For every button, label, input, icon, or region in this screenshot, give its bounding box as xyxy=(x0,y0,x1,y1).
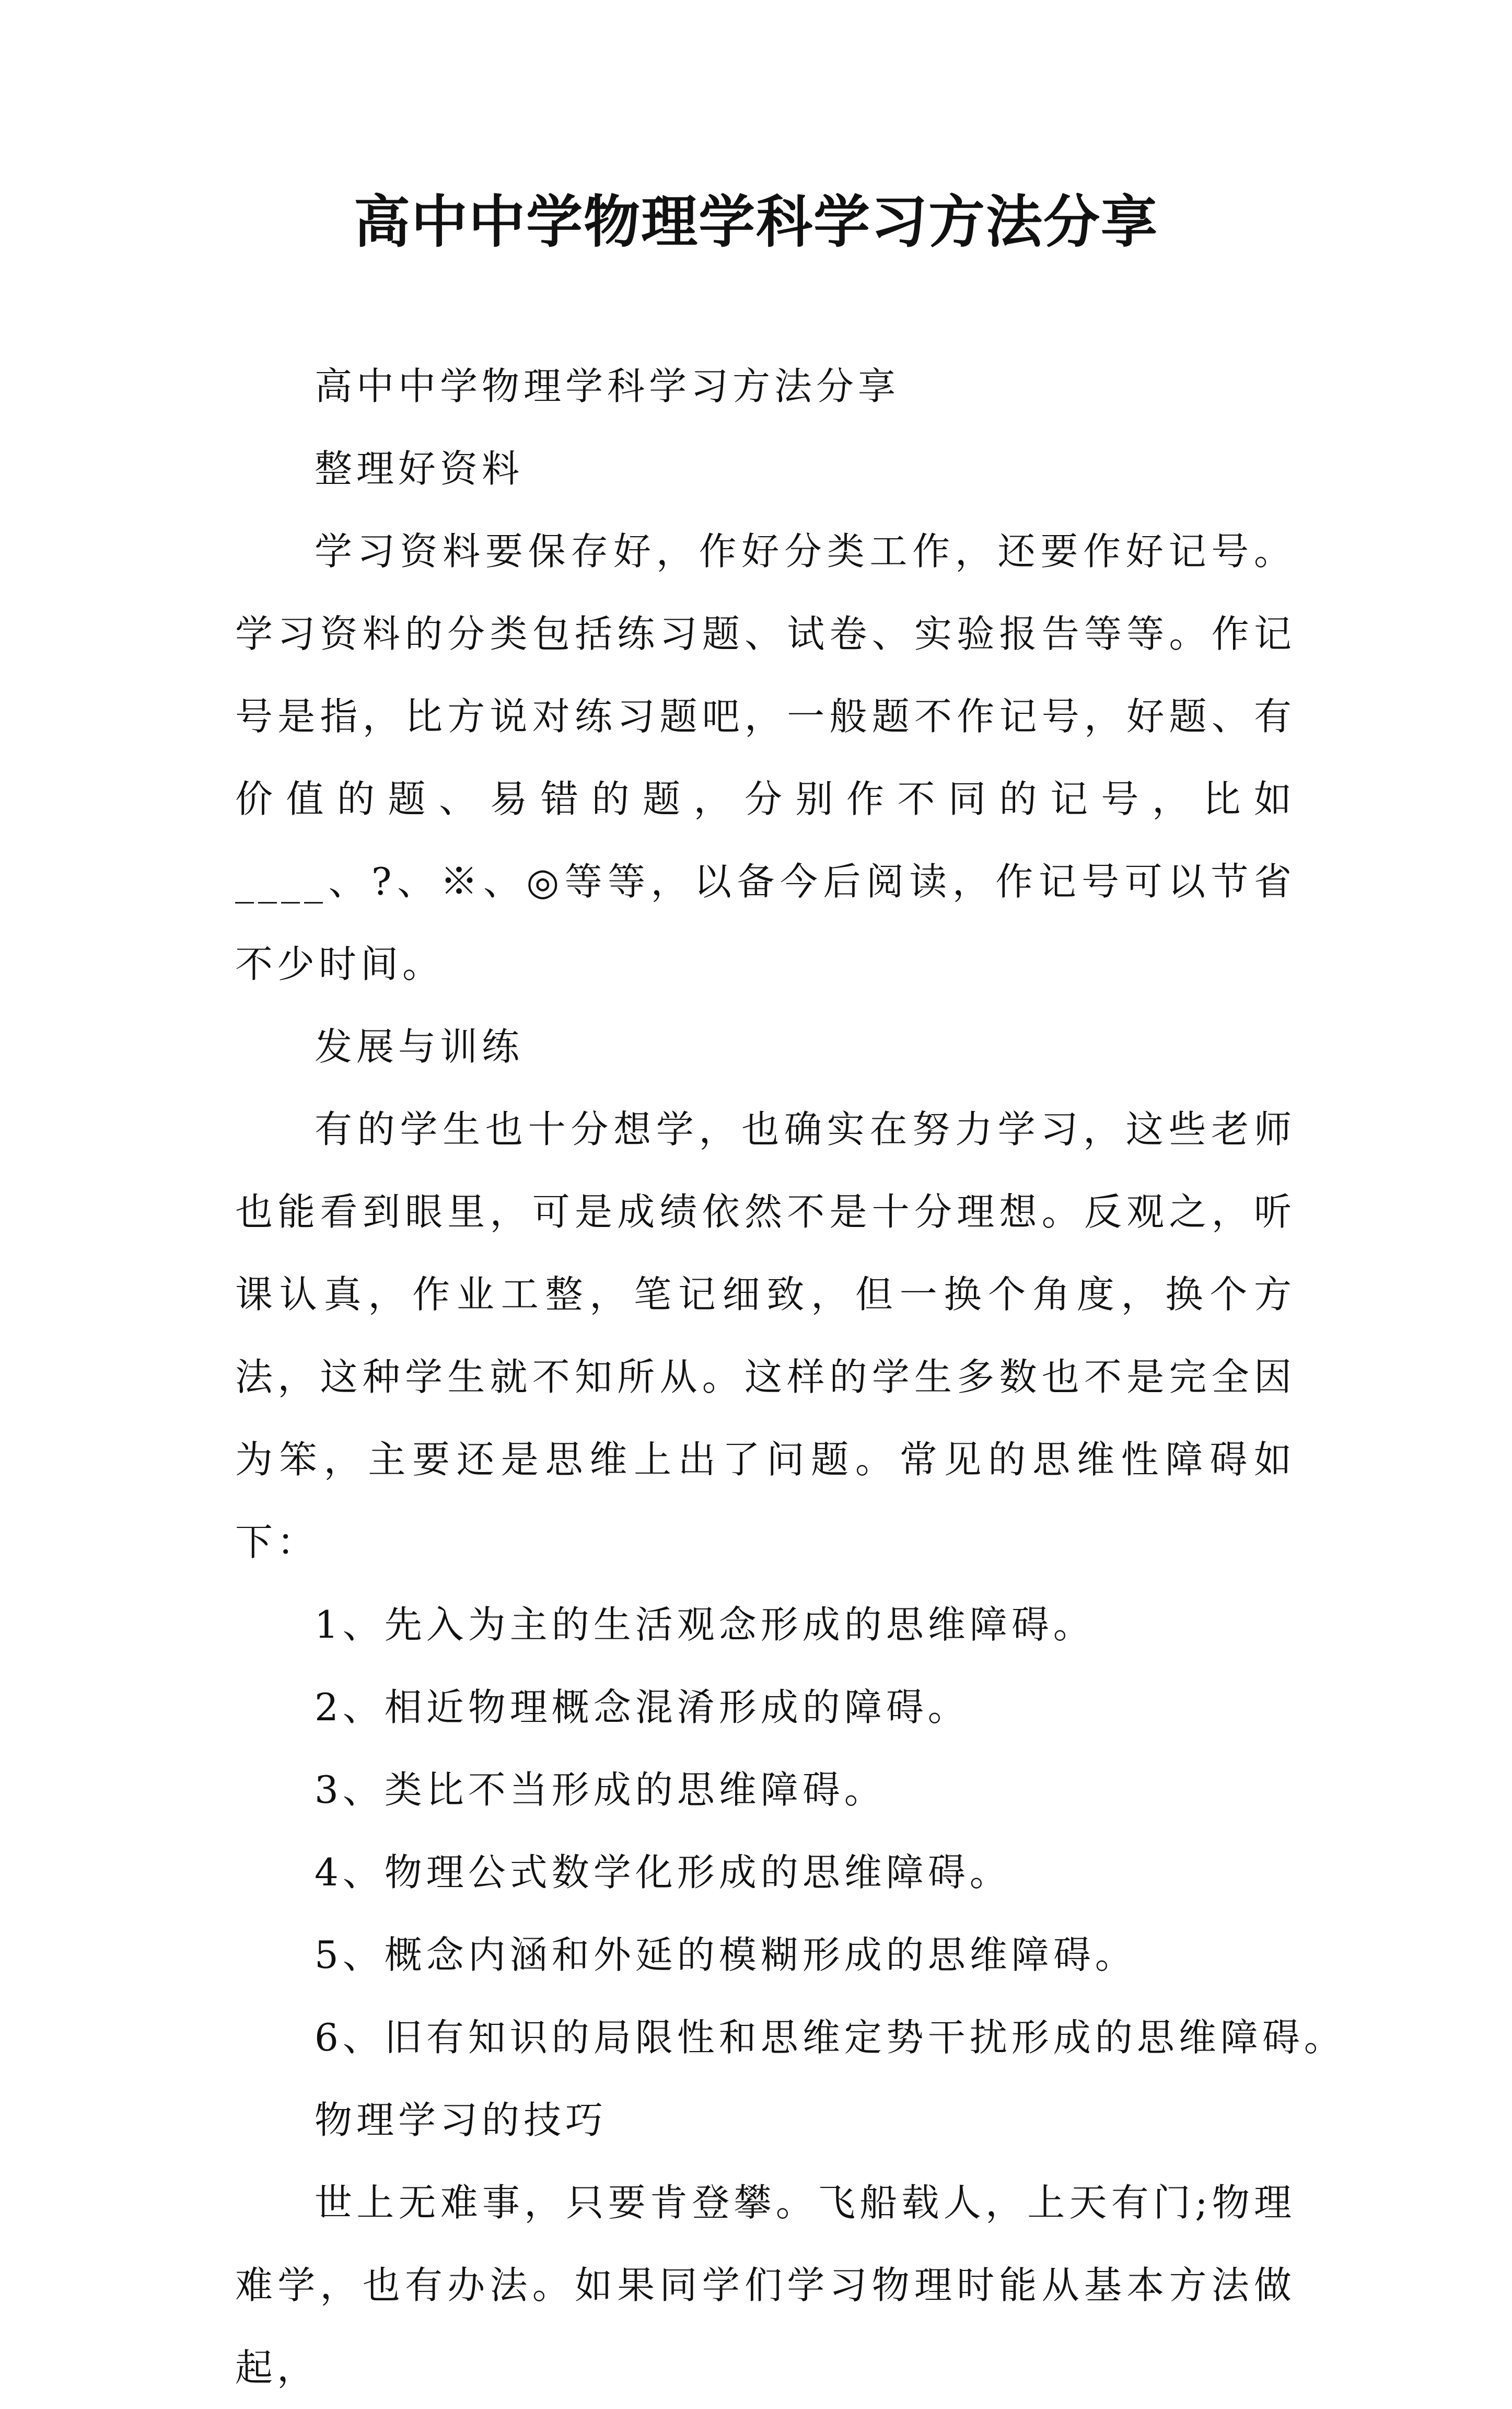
document-title: 高中中学物理学科学习方法分享 xyxy=(353,189,1158,255)
list-item: 1、先入为主的生活观念形成的思维障碍。 xyxy=(315,1603,1095,1647)
section-heading: 发展与训练 xyxy=(315,1025,524,1069)
list-item: 5、概念内涵和外延的模糊形成的思维障碍。 xyxy=(315,1933,1137,1977)
list-item: 3、类比不当形成的思维障碍。 xyxy=(315,1768,886,1812)
list-item: 6、旧有知识的局限性和思维定势干扰形成的思维障碍。 xyxy=(315,2016,1346,2059)
document-subtitle: 高中中学物理学科学习方法分享 xyxy=(315,364,900,408)
paragraph: 有的学生也十分想学，也确实在努力学习，这些老师也能看到眼里，可是成绩依然不是十分理想。反观之，听课认真，作业工整，笔记细致，但一换个角度，换个方法，这种学生就不知所从。这样的学生多数也不是完全因为笨，主要还是思维上出了问题。常见的思维性障碍如下： xyxy=(235,1107,1296,1564)
section-heading: 整理好资料 xyxy=(315,447,524,491)
list-item: 2、相近物理概念混淆形成的障碍。 xyxy=(315,1685,970,1729)
list-item: 4、物理公式数学化形成的思维障碍。 xyxy=(315,1850,1011,1894)
paragraph: 学习资料要保存好，作好分类工作，还要作好记号。学习资料的分类包括练习题、试卷、实验报告等等。作记号是指，比方说对练习题吧，一般题不作记号，好题、有价值的题、易错的题，分别作不同的记号，比如____、?、※、◎等等，以备今后阅读，作记号可以节省不少时间。 xyxy=(235,529,1296,986)
section-heading: 物理学习的技巧 xyxy=(315,2098,608,2142)
document-body xyxy=(235,345,1346,2409)
paragraph: 世上无难事，只要肯登攀。飞船载人，上天有门;物理难学，也有办法。如果同学们学习物理时能从基本方法做起， xyxy=(235,2181,1296,2390)
